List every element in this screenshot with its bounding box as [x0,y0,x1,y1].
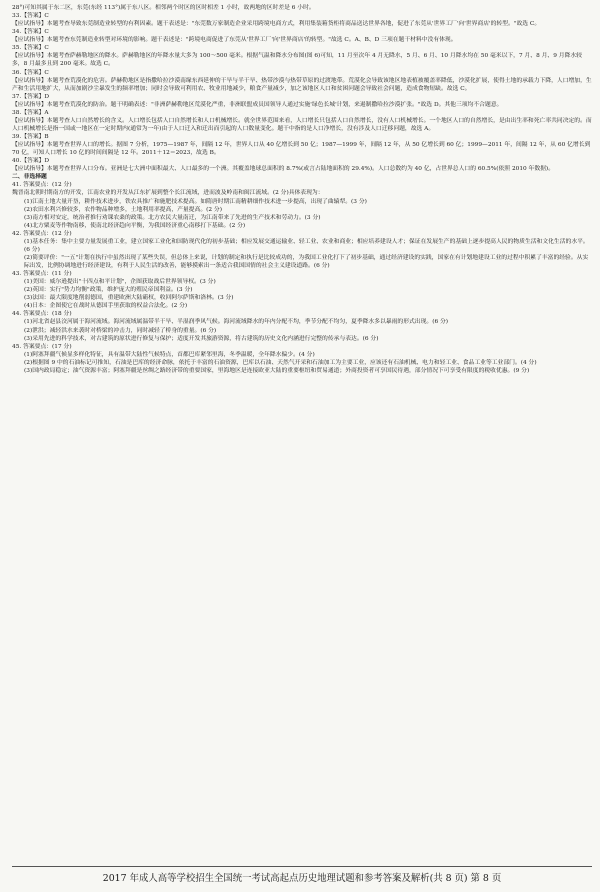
paragraph: (3)法国：最大限度地削弱德国，重建欧洲大陆霸权，收回阿尔萨斯和洛林。(3 分) [24,295,234,302]
paragraph: 28°)可知其属于东二区，东莞(东经 113°)属于东八区。相邻两个时区的区时相差 1 小时，故两地的区时差是 6 小时。 [12,5,315,11]
answer-heading: 33.【答案】C [12,13,49,20]
paragraph: (2)农田水利兴修较多，农作物品种增多，土地利用率提高，产量提高。(2 分) [24,206,222,213]
answer-heading: 35.【答案】C [12,45,49,52]
answer-heading: 36.【答案】C [12,69,49,76]
answer-heading: 37.【答案】D [12,93,50,100]
page-footer: 2017 年成人高等学校招生全国统一考试高起点历史地理试题和参考答案及解析(共 8 页) 第 8 页 [12,866,592,884]
paragraph: (4)日本：企图使它在战时从德国手里获取的权益合法化。(2 分) [24,303,188,310]
paragraph: (1)江南土地大量开垦，耕作技术进步，铁农具推广和施肥技术提高。如隋唐时期江南精耕细作技术进一步提高，出现了曲辕犁。(3 分) [24,198,367,205]
section-heading: 二、非选择题 [12,174,47,181]
paragraph: (1)基本任务：集中主要力量发展重工业，建立国家工业化和国防现代化的初步基础；相应发展交通运输业、轻工业、农业和商业；相应培养建设人才；保证在发展生产的基础上逐步提高人民的物质生活和文化生活的水平。(6 分) [24,238,589,253]
paragraph: (1)美国：威尔逊提出"十四点和平计划"，企图获取战后世界领导权。(3 分) [24,279,216,286]
paragraph: 【应试指导】本题考查荒漠化的危害。萨赫勒地区是指撒哈拉沙漠南缘东西延伸的干旱与半干旱、热带沙漠与热带草原的过渡地带。荒漠化会导致该地区地表植被覆盖率降低，沙漠化扩展，使得土地的承载力下降，人口增加，生产和生活用地扩大，从而加剧沙尘暴发生的频率增加；同时会导致可利用农、牧业用地减少，粮食产量减少，加之该地区人口和贫困问题会导致社会问题，造成食物短缺。故选 C。 [12,77,592,92]
paragraph: (3)采用先进的科学技术，对古建筑的原状进行修复与保护；适度开发其旅游资源，将古建筑的历史文化内涵进行完整的传承与表达。(6 分) [24,335,379,342]
paragraph: (1)阿塞拜疆气候显多样化特征，具有温带大陆性气候特点，首都巴库紧邻里海，冬季温暖，全年降水偏少。(4 分) [24,351,315,358]
paragraph: (3)南方相对安定，统治者推行劝课农桑的政策。北方农民大量南迁，为江南带来了先进的生产技术和劳动力。(3 分) [24,214,321,221]
answer-heading: 34.【答案】C [12,29,49,36]
paragraph: (2)根据图 9 中的石油标记可推知，石油是巴库的经济命脉，依托于丰富的石油资源，巴库以石油、天然气开采和石油加工为主要工业，应该还有石油机械、电力和轻工业、食品工业等工业部门。(4 分) [24,359,537,366]
paragraph: 【应试指导】本题考查萨赫勒地区的降水。萨赫勒地区的年降水量大多为 100～500 毫米。根据气温和降水分布图(图 6)可知，11 月至次年 4 月无降水，5 月、6 月、10 月降水均在 50 毫米以下，7 月、8 月、9 月降水较多，8 月最多且到 200 毫米。故选 C。 [12,53,582,68]
paragraph: 魏晋南北朝时期南方的开发，江南农业的开发从江东扩展到整个长江流域，进而波及岭南和闽江流域。(2 分)具体表现为： [12,190,324,197]
paragraph: (2)简要评价："一五"计划在执行中虽然出现了某些失误，但总体上来说，计划的制定和执行是比较成功的，为我国工业化打下了初步基础，通过经济建设的实践，国家在有计划地建设工业的过程中积累了丰富的经验。从实际出发，比例协调地进行经济建设，有利于人民生活的改善，能够摸索出一条适合我国国情的社会主义建设道路。(6 分) [24,254,589,269]
answer-heading: 39.【答案】B [12,134,49,140]
paragraph: 【应试指导】本题考查东莞制造业转型对环境的影响。题干表述是："跨境电商促进了东莞从'世界工厂'向'世界商店'的转型。"故选 C。A、B、D 三项在题干材料中没有体现。 [12,37,457,44]
answer-heading: 45. 答案要点：(17 分) [12,343,72,350]
paragraph: 【应试指导】本题考查导致东莞制造业转型的有利因素。题干表述是："东莞数万家制造企业采用跨境电商方式，利用集装箱货柜将商品送达世界各地，促进了东莞从'世界工厂'向'世界商店'的转型。"故选 C。 [12,21,541,28]
paragraph: (4)北方粟麦等作物南移，使南北经济趋向平衡，为我国经济重心南移打下基础。(2 分) [24,222,246,229]
answer-heading: 38.【答案】A [12,109,49,116]
answer-heading: 44. 答案要点：(18 分) [12,311,72,318]
answer-heading: 42. 答案要点：(12 分) [12,230,72,237]
paragraph: 【应试指导】本题考查人口自然增长的含义。人口增长包括人口自然增长和人口机械增长。就全世界范围来看，人口增长只包括人口自然增长，没有人口机械增长。一个地区人口的自然增长，是由出生率和死亡率共同决定的。而人口机械增长是指一国或一地区在一定时期内(通常为一年)由于人口迁入和迁出而引起的人口数量变化。题干中指的是人口净增长，没有涉及人口迁移问题，故选 A。 [12,117,592,132]
answer-heading: 41. 答案要点：(12 分) [12,182,72,189]
paragraph: (2)英国：实行"势力均衡"政策，维护庞大的殖民帝国利益。(3 分) [24,287,193,294]
answer-heading: 40.【答案】D [12,158,50,165]
paragraph: 【应试指导】本题考查世界人口的增长。据图 7 分析，1975—1987 年，间隔 12 年，世界人口从 40 亿增长到 50 亿；1987—1999 年，间隔 12 年，从 50 亿增长到 60 亿；1999—2011 年，间隔 12 年，从 60 亿增长到 70 亿，可知人口增长 10 亿的时间间隔是 12 年。2011＋12＝2023，故选 B。 [12,142,591,157]
paragraph: 【应试指导】本题考查世界人口分布。亚洲是七大洲中面积最大、人口最多的一个洲。其覆盖地球总面积的 8.7%(或言占陆地面积的 29.4%)。人口总数约为 40 亿，占世界总人口的 60.5%(依照 2010 年数据)。 [12,166,554,173]
paragraph: 【应试指导】本题考查荒漠化的防治。题干明确表述："非洲萨赫勒地区荒漠化严重，非洲联盟成员国领导人通过实施'绿色长城'计划，来遏制撒哈拉沙漠扩张。"故选 D。其他三项均不合题意。 [12,101,503,108]
answer-heading: 43. 答案要点：(11 分) [12,271,72,278]
paragraph: (1)河北省赵县洨河属于海河流域。海河流域属温带半干旱、半湿润季风气候。海河流域降水的年内分配不均，季节分配不均匀，夏季降水多以暴雨的形式出现。(6 分) [24,319,449,326]
paragraph: (2)泄洪；减轻洪水来袭时对桥梁的冲击力，同时减轻了桥身的重量。(6 分) [24,327,217,334]
paragraph: (3)国内政局稳定；油气资源丰富；阿塞拜疆是丝绸之路经济带的重要国家，里海地区是连接欧亚大陆的重要枢纽和贸易通道；外商投资者可享国民待遇，部分情况下可享受有限度的税收优惠。(9 分) [24,367,530,374]
